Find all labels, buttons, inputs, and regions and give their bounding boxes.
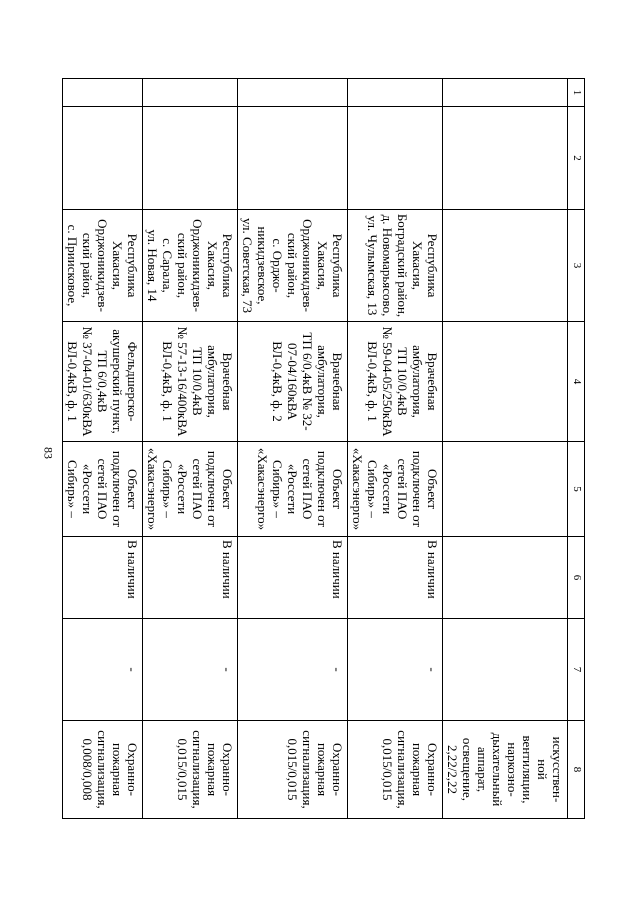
cell-line: подключен от xyxy=(205,450,220,528)
cell-object xyxy=(63,322,143,442)
cell-notes xyxy=(63,721,143,819)
cell-connection xyxy=(63,442,143,537)
cell-address xyxy=(63,210,143,322)
cell-line: наркозно- xyxy=(505,742,520,797)
cell-line: освещение, xyxy=(460,737,475,802)
rotated-table-container xyxy=(65,78,585,818)
cell-line: Врачебная xyxy=(330,352,345,411)
cell-line: Республика xyxy=(330,233,345,298)
cell-line: подключен от xyxy=(110,450,125,528)
cell-line: № 59-04-05/250кВА xyxy=(380,326,395,437)
cell-connection xyxy=(143,442,238,537)
cell-line: «Россети xyxy=(175,463,190,515)
cell-name xyxy=(238,107,348,210)
cell-line: с. Приисковое, xyxy=(65,224,80,307)
cell-line: Объект xyxy=(220,469,235,509)
cell-line: ТП 6/0,4кВ xyxy=(95,350,110,413)
cell-line: акушерский пункт, xyxy=(110,329,125,434)
cell-column-7: - xyxy=(238,619,348,721)
cell-line: Республика xyxy=(425,233,440,298)
cell-number xyxy=(348,79,443,107)
column-number-6: 6 xyxy=(568,537,585,619)
cell-line: Сибирь» – xyxy=(65,460,80,518)
page-number: 83 xyxy=(41,447,56,459)
cell-line: пожарная xyxy=(205,742,220,797)
table-row xyxy=(443,79,568,819)
cell-column-7: - xyxy=(143,619,238,721)
table-row xyxy=(348,79,443,819)
cell-address xyxy=(348,210,443,322)
cell-line: 0,015/0,015 xyxy=(380,738,395,801)
cell-line: Республика xyxy=(220,233,235,298)
cell-line: д. Новомарьясово, xyxy=(380,214,395,317)
column-number-row xyxy=(568,79,585,819)
cell-line: искусствен- xyxy=(550,736,565,803)
cell-connection xyxy=(443,442,568,537)
cell-line: с. Орджо- xyxy=(270,238,285,293)
cell-line: вентиляции, xyxy=(520,735,535,804)
cell-line: амбулатория, xyxy=(205,345,220,418)
cell-object xyxy=(143,322,238,442)
cell-line: «Хакасэнерго» xyxy=(255,447,270,531)
cell-line: Республика xyxy=(125,233,140,298)
cell-notes xyxy=(443,721,568,819)
cell-line: Боградский район, xyxy=(395,213,410,318)
cell-line: «Хакасэнерго» xyxy=(350,447,365,531)
cell-line: Орджоникидзев- xyxy=(300,219,315,312)
cell-connection xyxy=(348,442,443,537)
cell-line: «Россети xyxy=(285,463,300,515)
cell-line: с. Сарала, xyxy=(160,238,175,293)
cell-line: Охранно- xyxy=(425,743,440,796)
cell-line: Объект xyxy=(425,469,440,509)
cell-line: пожарная xyxy=(110,742,125,797)
cell-line: никидзевское, xyxy=(255,226,270,305)
cell-object xyxy=(238,322,348,442)
cell-line: Хакасия, xyxy=(315,240,330,290)
cell-line: ТП 10/0,4кВ xyxy=(190,347,205,416)
cell-name xyxy=(63,107,143,210)
cell-line: подключен от xyxy=(410,450,425,528)
cell-number xyxy=(443,79,568,107)
cell-line: ВЛ-0,4кВ, ф. 1 xyxy=(365,341,380,422)
cell-address xyxy=(143,210,238,322)
cell-notes xyxy=(238,721,348,819)
cell-line: Хакасия, xyxy=(205,240,220,290)
table-row xyxy=(238,79,348,819)
cell-line: Охранно- xyxy=(125,743,140,796)
cell-line: Охранно- xyxy=(220,743,235,796)
table-row xyxy=(143,79,238,819)
cell-line: Орджоникидзев- xyxy=(95,219,110,312)
cell-line: ВЛ-0,4кВ, ф. 1 xyxy=(65,341,80,422)
cell-availability: В наличии xyxy=(238,537,348,619)
column-number-7: 7 xyxy=(568,619,585,721)
cell-line: ТП 6/0,4кВ № 32- xyxy=(300,332,315,431)
cell-address xyxy=(443,210,568,322)
cell-line: «Россети xyxy=(80,463,95,515)
cell-object xyxy=(348,322,443,442)
column-number-5: 5 xyxy=(568,442,585,537)
cell-line: ул. Чулымская, 13 xyxy=(365,215,380,316)
table-row xyxy=(63,79,143,819)
cell-number xyxy=(238,79,348,107)
cell-line: Врачебная xyxy=(220,352,235,411)
cell-line: Объект xyxy=(330,469,345,509)
cell-name xyxy=(143,107,238,210)
column-number-1: 1 xyxy=(568,79,585,107)
cell-line: Хакасия, xyxy=(110,240,125,290)
cell-line: «Россети xyxy=(380,463,395,515)
cell-line: 0,015/0,015 xyxy=(175,738,190,801)
cell-availability xyxy=(443,537,568,619)
cell-line: аппарат, xyxy=(475,746,490,793)
cell-notes xyxy=(143,721,238,819)
cell-availability: В наличии xyxy=(348,537,443,619)
cell-line: ул. Новая, 14 xyxy=(145,229,160,302)
cell-line: сигнализация, xyxy=(95,730,110,809)
cell-line: пожарная xyxy=(315,742,330,797)
column-number-3: 3 xyxy=(568,210,585,322)
cell-line: Хакасия, xyxy=(410,240,425,290)
cell-line: сигнализация, xyxy=(395,730,410,809)
cell-line: сигнализация, xyxy=(190,730,205,809)
cell-line: 0,008/0,008 xyxy=(80,738,95,801)
column-number-2: 2 xyxy=(568,107,585,210)
cell-line: № 57-13-16/400кВА xyxy=(175,326,190,437)
cell-line: 07-04/160кВА xyxy=(285,343,300,420)
cell-line: 0,015/0,015 xyxy=(285,738,300,801)
cell-line: дыхательный xyxy=(490,732,505,807)
cell-line: пожарная xyxy=(410,742,425,797)
cell-line: ский район, xyxy=(285,232,300,299)
cell-column-7: - xyxy=(63,619,143,721)
cell-line: Фельдшерско- xyxy=(125,341,140,422)
cell-line: ул. Советская, 73 xyxy=(240,218,255,313)
cell-line: Орджоникидзев- xyxy=(190,219,205,312)
cell-availability: В наличии xyxy=(143,537,238,619)
cell-line: амбулатория, xyxy=(315,345,330,418)
cell-line: сетей ПАО xyxy=(95,458,110,520)
cell-column-7: - xyxy=(348,619,443,721)
cell-notes xyxy=(348,721,443,819)
cell-line: Сибирь» – xyxy=(270,460,285,518)
cell-line: ВЛ-0,4кВ, ф. 1 xyxy=(160,341,175,422)
cell-line: Охранно- xyxy=(330,743,345,796)
cell-line: амбулатория, xyxy=(410,345,425,418)
cell-number xyxy=(63,79,143,107)
cell-line: Врачебная xyxy=(425,352,440,411)
cell-line: № 37-04-01/630кВА xyxy=(80,326,95,437)
cell-line: подключен от xyxy=(315,450,330,528)
cell-line: 2,22/2,22 xyxy=(445,744,460,795)
cell-line: сетей ПАО xyxy=(395,458,410,520)
cell-line: ский район, xyxy=(175,232,190,299)
cell-line: ТП 10/0,4кВ xyxy=(395,347,410,416)
cell-availability: В наличии xyxy=(63,537,143,619)
column-number-8: 8 xyxy=(568,721,585,819)
cell-line: Сибирь» – xyxy=(365,460,380,518)
cell-line: «Хакасэнерго» xyxy=(145,447,160,531)
cell-line: сигнализация, xyxy=(300,730,315,809)
cell-line: сетей ПАО xyxy=(300,458,315,520)
cell-name xyxy=(443,107,568,210)
cell-connection xyxy=(238,442,348,537)
cell-address xyxy=(238,210,348,322)
cell-object xyxy=(443,322,568,442)
facilities-table xyxy=(62,78,585,819)
column-number-4: 4 xyxy=(568,322,585,442)
cell-line: Сибирь» – xyxy=(160,460,175,518)
cell-column-7 xyxy=(443,619,568,721)
cell-line: ной xyxy=(535,759,550,780)
cell-number xyxy=(143,79,238,107)
cell-line: ВЛ-0,4кВ, ф. 2 xyxy=(270,341,285,422)
cell-line: сетей ПАО xyxy=(190,458,205,520)
cell-line: Объект xyxy=(125,469,140,509)
cell-line: ский район, xyxy=(80,232,95,299)
cell-name xyxy=(348,107,443,210)
